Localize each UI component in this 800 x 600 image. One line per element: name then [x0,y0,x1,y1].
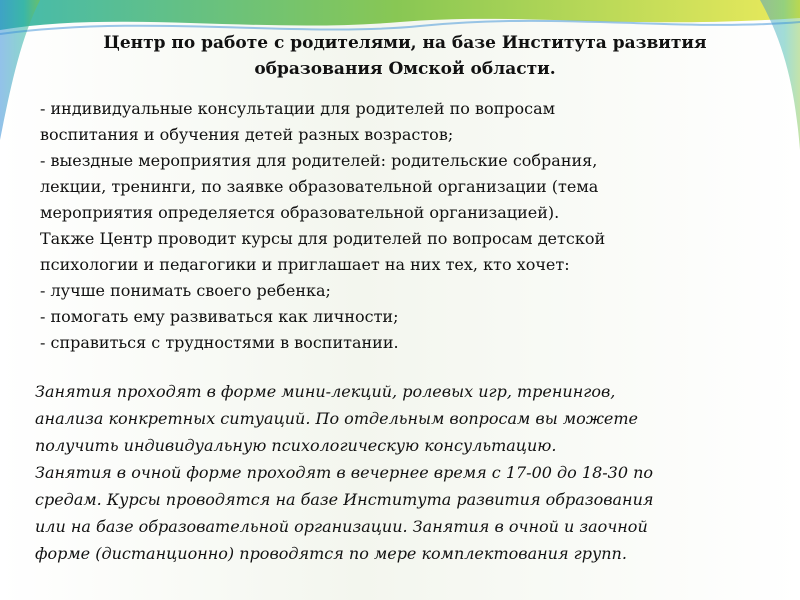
text-line: мероприятия определяется образовательной организацией). [40,203,560,222]
italic-line: средам. Курсы проводятся на базе Института развития образования [35,490,654,509]
italic-line: анализа конкретных ситуаций. По отдельным вопросам вы можете [35,409,639,428]
page-title [55,30,755,82]
italic-line: Занятия в очной форме проходят в вечернее время с 17-00 до 18-30 по [35,463,654,482]
italic-line: Занятия проходят в форме мини-лекций, ролевых игр, тренингов, [35,382,616,401]
text-line: лекции, тренинги, по заявке образовательной организации (тема [40,177,599,196]
italic-line: получить индивидуальную психологическую консультацию. [35,436,557,455]
text-line: - индивидуальные консультации для родителей по вопросам [40,99,556,118]
text-line: - справиться с трудностями в воспитании. [40,333,399,352]
text-line: - помогать ему развиваться как личности; [40,307,399,326]
text-line: воспитания и обучения детей разных возрастов; [40,125,454,144]
title-line: Центр по работе с родителями, на базе Института развития [103,33,707,53]
schedule-paragraph [35,378,775,567]
text-line: - выездные мероприятия для родителей: родительские собрания, [40,151,598,170]
services-list [40,96,730,356]
text-line: - лучше понимать своего ребенка; [40,281,331,300]
italic-line: или на базе образовательной организации. Занятия в очной и заочной [35,517,648,536]
italic-line: форме (дистанционно) проводятся по мере комплектования групп. [35,544,627,563]
text-line: Также Центр проводит курсы для родителей по вопросам детской [40,229,606,248]
title-line: образования Омской области. [254,59,556,79]
text-line: психологии и педагогики и приглашает на них тех, кто хочет: [40,255,570,274]
